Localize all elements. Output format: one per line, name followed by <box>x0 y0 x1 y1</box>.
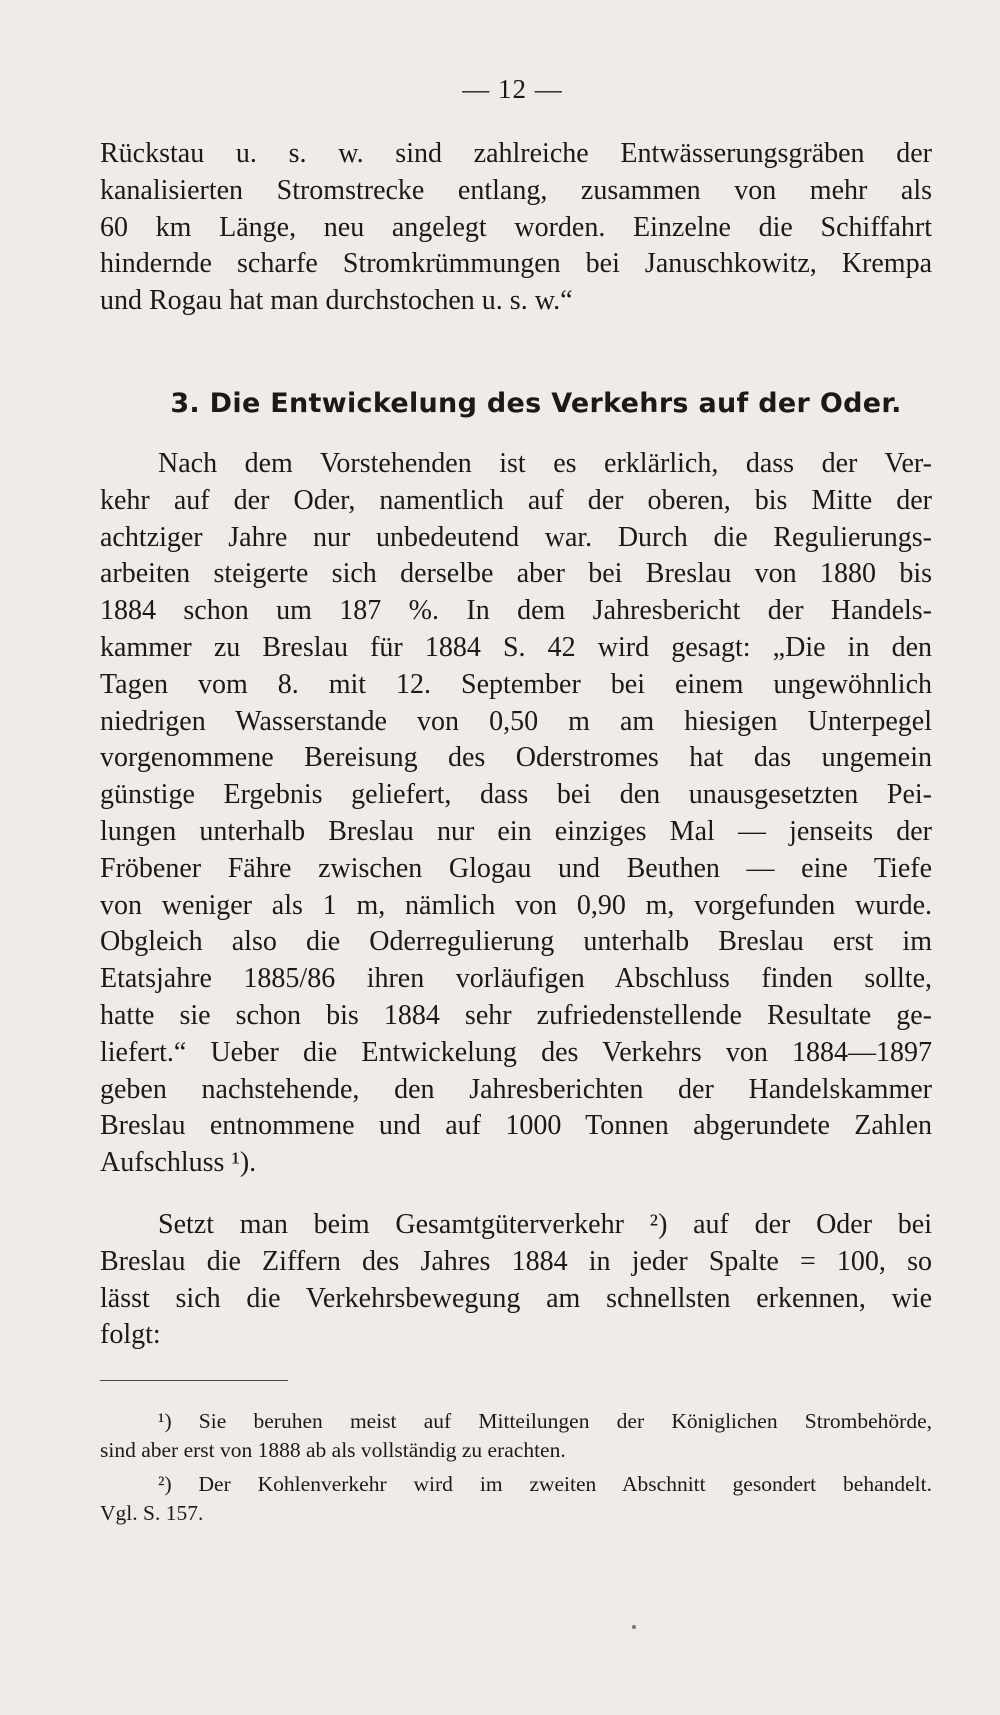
ink-speck <box>632 1625 636 1629</box>
text-line: kehr auf der Oder, namentlich auf der oberen, bis Mitte der <box>100 484 932 516</box>
text-line: 60 km Länge, neu angelegt worden. Einzelne die Schiffahrt <box>100 211 932 243</box>
footnote-1-line: sind aber erst von 1888 ab als vollständig zu erachten. <box>100 1438 566 1462</box>
text-line: lungen unterhalb Breslau nur ein einziges Mal — jenseits der <box>100 815 932 847</box>
text-line: niedrigen Wasserstande von 0,50 m am hiesigen Unterpegel <box>100 705 932 737</box>
section-heading: 3. Die Entwickelung des Verkehrs auf der Oder. <box>170 388 902 419</box>
text-line: günstige Ergebnis geliefert, dass bei den unausgesetzten Pei- <box>100 779 932 811</box>
text-line: 1884 schon um 187 %. In dem Jahresbericht der Handels- <box>100 595 932 627</box>
paragraph-2 <box>100 446 932 1182</box>
text-line: Breslau die Ziffern des Jahres 1884 in jeder Spalte = 100, so <box>100 1245 932 1277</box>
text-line: und Rogau hat man durchstochen u. s. w.“ <box>100 285 573 317</box>
paragraph-1 <box>100 136 932 320</box>
text-line: folgt: <box>100 1319 161 1351</box>
footnote-2-line: Vgl. S. 157. <box>100 1501 204 1525</box>
text-line: kammer zu Breslau für 1884 S. 42 wird gesagt: „Die in den <box>100 631 932 663</box>
footnote-rule <box>100 1380 288 1381</box>
text-line: Obgleich also die Oderregulierung unterhalb Breslau erst im <box>100 926 932 958</box>
text-line: Fröbener Fähre zwischen Glogau und Beuthen — eine Tiefe <box>100 852 932 884</box>
text-line: Tagen vom 8. mit 12. September bei einem ungewöhnlich <box>100 668 932 700</box>
text-line: Aufschluss ¹). <box>100 1147 257 1179</box>
section-heading-block <box>100 384 932 424</box>
text-line: Breslau entnommene und auf 1000 Tonnen abgerundete Zahlen <box>100 1110 932 1142</box>
text-line: hatte sie schon bis 1884 sehr zufriedenstellende Resultate ge- <box>100 999 932 1031</box>
text-line: Rückstau u. s. w. sind zahlreiche Entwässerungsgräben der <box>100 138 932 169</box>
footnote-2-line: ²) Der Kohlenverkehr wird im zweiten Abschnitt gesondert behandelt. <box>158 1472 932 1496</box>
text-line: von weniger als 1 m, nämlich von 0,90 m, vorgefunden wurde. <box>100 889 932 921</box>
text-line: Nach dem Vorstehenden ist es erklärlich, dass der Ver- <box>158 448 932 479</box>
text-line: vorgenommene Bereisung des Oderstromes hat das ungemein <box>100 742 932 774</box>
text-line: liefert.“ Ueber die Entwickelung des Verkehrs von 1884—1897 <box>100 1036 932 1068</box>
footnote-1-line: ¹) Sie beruhen meist auf Mitteilungen der Königlichen Strombehörde, <box>158 1409 932 1433</box>
text-line: lässt sich die Verkehrsbewegung am schnellsten erkennen, wie <box>100 1282 932 1314</box>
text-line: achtziger Jahre nur unbedeutend war. Durch die Regulierungs- <box>100 521 932 553</box>
page-number: — 12 — <box>462 74 563 104</box>
paragraph-3 <box>100 1207 932 1354</box>
text-line: arbeiten steigerte sich derselbe aber bei Breslau von 1880 bis <box>100 558 932 590</box>
text-line: geben nachstehende, den Jahresberichten der Handelskammer <box>100 1073 932 1105</box>
text-line: Setzt man beim Gesamtgüterverkehr ²) auf der Oder bei <box>158 1209 932 1240</box>
text-line: Etatsjahre 1885/86 ihren vorläufigen Abschluss finden sollte, <box>100 963 932 995</box>
text-line: kanalisierten Stromstrecke entlang, zusammen von mehr als <box>100 174 932 206</box>
text-line: hindernde scharfe Stromkrümmungen bei Januschkowitz, Krempa <box>100 248 932 280</box>
